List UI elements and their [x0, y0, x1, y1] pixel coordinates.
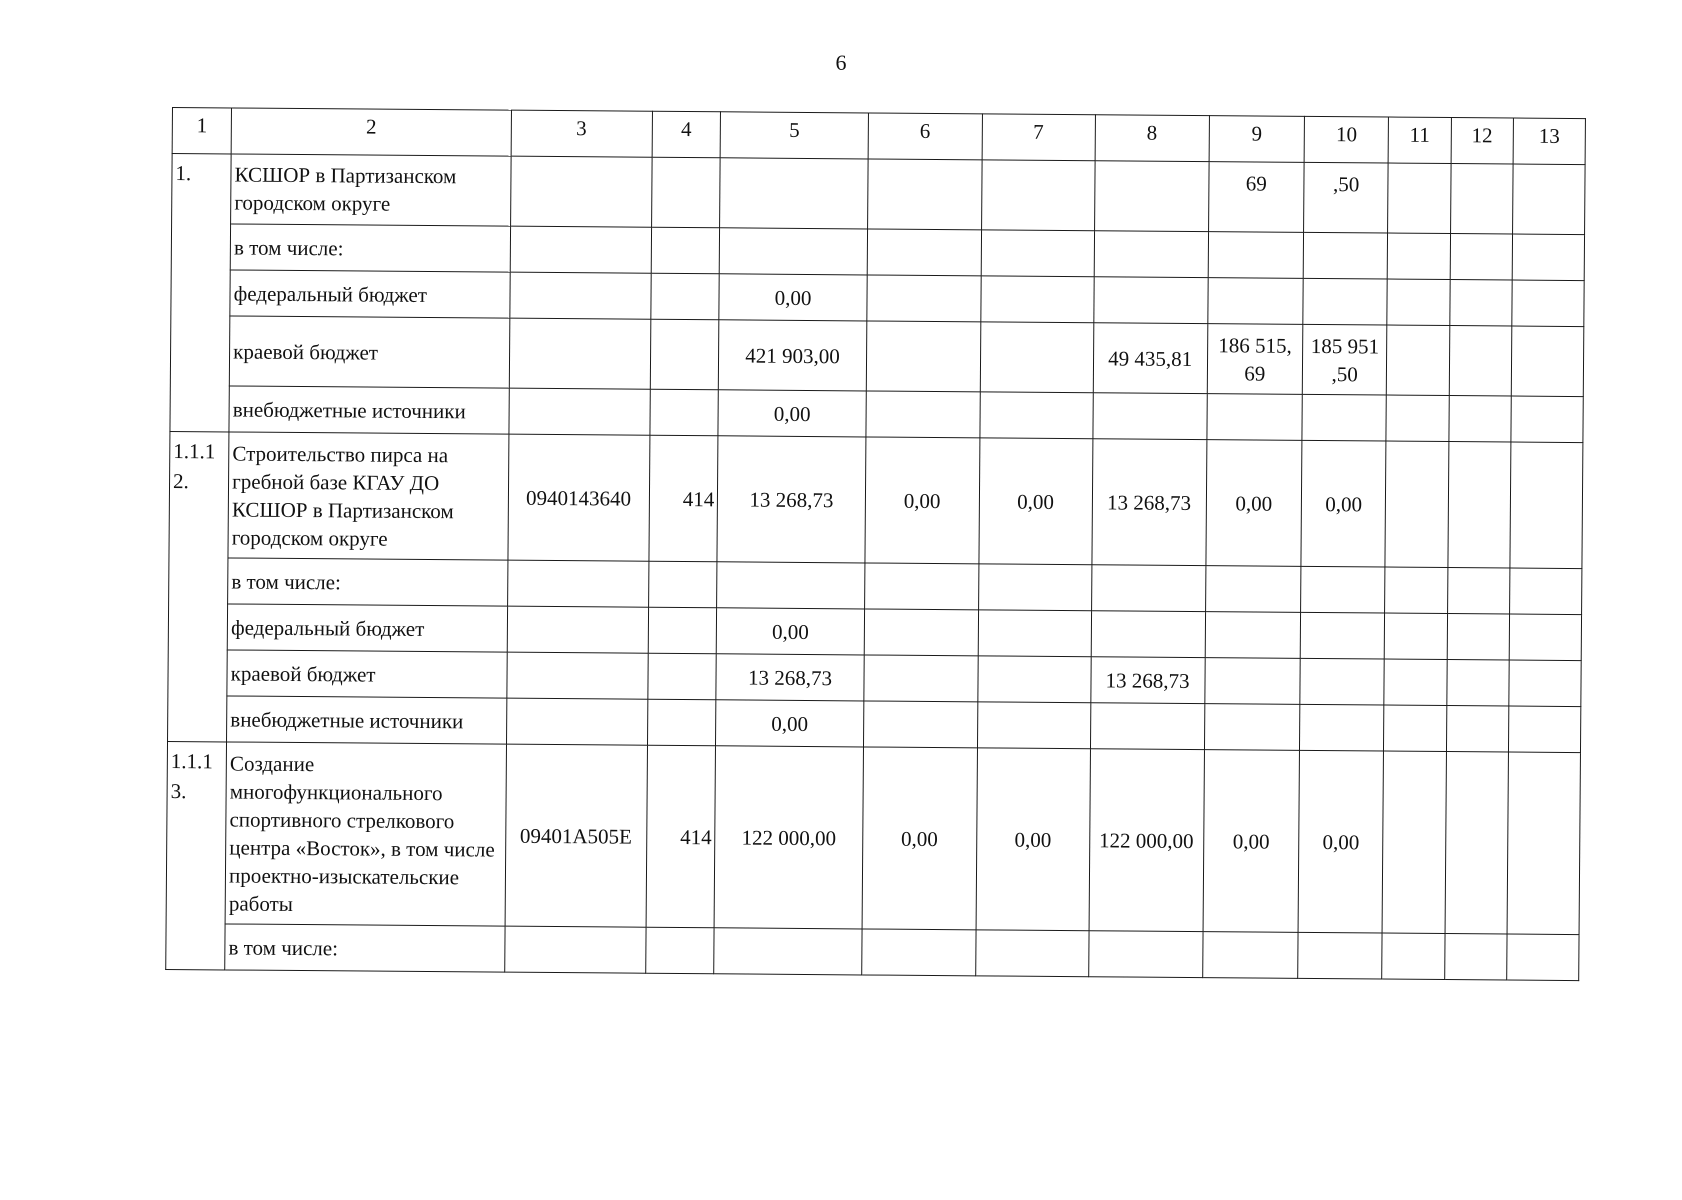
value-cell: 0,00	[976, 748, 1090, 931]
value-cell: 13 268,73	[717, 436, 865, 563]
item-title: Строительство пирса на гребной базе КГАУ ДО КСШОР в Партизанском городском округе	[228, 432, 509, 560]
subrow-label: в том числе:	[225, 924, 505, 972]
value-cell	[1509, 660, 1581, 707]
value-cell	[510, 272, 651, 319]
value-cell	[1509, 568, 1581, 615]
value-cell	[978, 656, 1091, 703]
value-cell	[1387, 279, 1450, 325]
value-cell	[1450, 164, 1513, 234]
value-cell: 0,00	[719, 274, 867, 321]
value-cell	[1446, 660, 1509, 706]
col-header: 5	[721, 112, 869, 159]
value-cell	[647, 653, 716, 700]
value-cell	[1512, 164, 1585, 235]
value-cell	[1090, 703, 1204, 750]
value-cell	[1386, 395, 1449, 441]
value-cell	[1384, 613, 1447, 659]
value-cell	[1205, 612, 1301, 659]
row-number: 1.1.1 3.	[166, 741, 227, 969]
value-cell: ,50	[1304, 162, 1388, 233]
value-cell	[864, 609, 978, 656]
col-header: 9	[1209, 116, 1305, 163]
value-cell: 13 268,73	[1092, 439, 1207, 566]
value-cell	[648, 561, 717, 608]
value-cell	[1300, 658, 1384, 705]
value-cell	[981, 160, 1094, 231]
value-cell	[1094, 231, 1208, 278]
value-cell: 0,00	[865, 437, 980, 564]
value-cell	[1093, 393, 1207, 440]
row-number: 1.1.1 2.	[168, 431, 230, 741]
col-header: 4	[652, 111, 721, 158]
col-header: 1	[172, 108, 232, 154]
subrow-label: в том числе:	[228, 558, 508, 606]
value-cell	[1303, 278, 1387, 325]
value-cell	[1448, 396, 1511, 442]
value-cell	[1091, 565, 1205, 612]
value-cell	[866, 391, 980, 438]
value-cell: 0,00	[717, 608, 865, 655]
value-cell	[650, 273, 719, 320]
value-cell	[861, 929, 975, 976]
subrow-label: внебюджетные источники	[229, 386, 509, 434]
value-cell	[1512, 234, 1584, 281]
value-cell	[864, 655, 978, 702]
value-cell: 185 951 ,50	[1303, 324, 1387, 395]
value-cell	[1384, 705, 1447, 751]
value-cell	[1384, 659, 1447, 705]
value-cell	[1388, 163, 1451, 233]
value-cell	[1385, 441, 1448, 567]
value-cell	[1300, 612, 1384, 659]
value-cell	[978, 610, 1091, 657]
item-title: Создание многофункционального спортивного стрелкового центра «Восток», в том числе проектно-изыскательские работы	[225, 742, 506, 926]
value-cell	[866, 321, 981, 392]
value-cell: 122 000,00	[1089, 749, 1204, 932]
item-title: КСШОР в Партизанском городском округе	[231, 154, 511, 226]
value-cell: 0,00	[862, 747, 977, 930]
value-cell	[1509, 614, 1581, 661]
value-cell	[981, 230, 1094, 277]
item-code: 09401А505Е	[505, 744, 647, 927]
item-kvr: 414	[646, 745, 716, 928]
value-cell	[1444, 934, 1507, 980]
table-row	[172, 154, 1586, 235]
value-cell	[867, 159, 982, 230]
value-cell	[977, 702, 1090, 749]
value-cell	[507, 560, 648, 607]
value-cell	[1302, 394, 1386, 441]
budget-table	[165, 107, 1586, 981]
value-cell	[1511, 326, 1584, 397]
table-row	[166, 923, 1579, 980]
table-row	[166, 741, 1580, 934]
subrow-label: краевой бюджет	[229, 316, 509, 388]
value-cell	[648, 607, 717, 654]
table-row	[169, 431, 1583, 568]
value-cell: 0,00	[718, 390, 866, 437]
subrow-label: внебюджетные источники	[227, 696, 507, 744]
subrow-label: федеральный бюджет	[227, 604, 507, 652]
value-cell	[507, 652, 648, 699]
value-cell	[714, 928, 862, 975]
value-cell	[1093, 277, 1207, 324]
value-cell	[1386, 325, 1449, 395]
value-cell: 0,00	[1301, 440, 1386, 567]
item-code: 0940143640	[508, 434, 650, 561]
value-cell	[717, 562, 865, 609]
value-cell	[650, 319, 719, 390]
value-cell	[1511, 396, 1583, 443]
col-header: 3	[511, 110, 652, 157]
value-cell	[1507, 752, 1581, 935]
col-header: 12	[1451, 118, 1514, 164]
value-cell: 69	[1208, 162, 1304, 233]
value-cell: 122 000,00	[714, 746, 863, 929]
value-cell	[651, 227, 720, 274]
value-cell	[1447, 442, 1510, 568]
col-header: 8	[1095, 115, 1209, 162]
value-cell	[650, 389, 719, 436]
value-cell: 0,00	[1206, 440, 1303, 567]
subrow-label: федеральный бюджет	[230, 270, 510, 318]
value-cell	[1507, 934, 1579, 981]
value-cell	[720, 228, 868, 275]
value-cell	[980, 392, 1093, 439]
value-cell: 0,00	[716, 700, 864, 747]
value-cell	[1508, 706, 1580, 753]
value-cell	[981, 276, 1094, 323]
value-cell	[1445, 752, 1509, 934]
value-cell	[1382, 751, 1446, 933]
col-header: 2	[231, 108, 511, 156]
budget-table-container	[165, 107, 1586, 981]
item-code	[510, 156, 651, 227]
value-cell	[645, 927, 714, 974]
value-cell	[1206, 394, 1302, 441]
value-cell	[1204, 658, 1300, 705]
table-row	[170, 315, 1584, 396]
value-cell	[647, 699, 716, 746]
value-cell: 0,00	[979, 438, 1093, 565]
value-cell	[1204, 704, 1300, 751]
value-cell	[1387, 233, 1450, 279]
value-cell	[978, 564, 1091, 611]
item-kvr: 414	[649, 435, 719, 562]
value-cell: 13 268,73	[1090, 657, 1204, 704]
value-cell	[504, 926, 645, 973]
value-cell: 0,00	[1298, 750, 1383, 933]
value-cell	[1449, 326, 1512, 396]
value-cell	[509, 388, 650, 435]
row-number: 1.	[170, 154, 231, 432]
value-cell	[1385, 567, 1448, 613]
value-cell	[1300, 704, 1384, 751]
value-cell	[1088, 931, 1202, 978]
value-cell: 0,00	[1203, 750, 1300, 933]
value-cell	[510, 226, 651, 273]
value-cell	[509, 318, 650, 389]
col-header: 11	[1388, 117, 1451, 163]
value-cell	[980, 322, 1093, 393]
value-cell: 49 435,81	[1093, 323, 1208, 394]
item-kvr	[651, 157, 720, 228]
col-header: 13	[1513, 118, 1585, 165]
value-cell	[1202, 932, 1298, 979]
value-cell: 186 515, 69	[1207, 324, 1303, 395]
value-cell	[1382, 933, 1445, 979]
value-cell: 13 268,73	[716, 654, 864, 701]
value-cell	[1447, 568, 1510, 614]
value-cell	[1301, 566, 1385, 613]
subrow-label: в том числе:	[230, 224, 510, 272]
col-header: 7	[982, 114, 1095, 161]
value-cell	[1094, 161, 1209, 232]
value-cell	[1510, 442, 1583, 569]
value-cell	[720, 158, 868, 229]
value-cell	[1449, 280, 1512, 326]
value-cell	[1298, 932, 1382, 979]
value-cell	[1512, 280, 1584, 327]
page-number: 6	[835, 50, 847, 75]
value-cell	[1207, 278, 1303, 325]
value-cell	[867, 229, 981, 276]
value-cell	[507, 606, 648, 653]
value-cell	[867, 275, 981, 322]
subrow-label: краевой бюджет	[227, 650, 507, 698]
value-cell	[1091, 611, 1205, 658]
value-cell: 421 903,00	[719, 320, 867, 391]
value-cell	[1205, 566, 1301, 613]
col-header: 6	[868, 113, 982, 160]
value-cell	[1208, 232, 1304, 279]
value-cell	[506, 698, 647, 745]
value-cell	[975, 930, 1088, 977]
value-cell	[1450, 234, 1513, 280]
value-cell	[864, 563, 978, 610]
value-cell	[863, 701, 977, 748]
value-cell	[1446, 706, 1509, 752]
col-header: 10	[1304, 116, 1388, 163]
value-cell	[1303, 232, 1387, 279]
value-cell	[1447, 614, 1510, 660]
